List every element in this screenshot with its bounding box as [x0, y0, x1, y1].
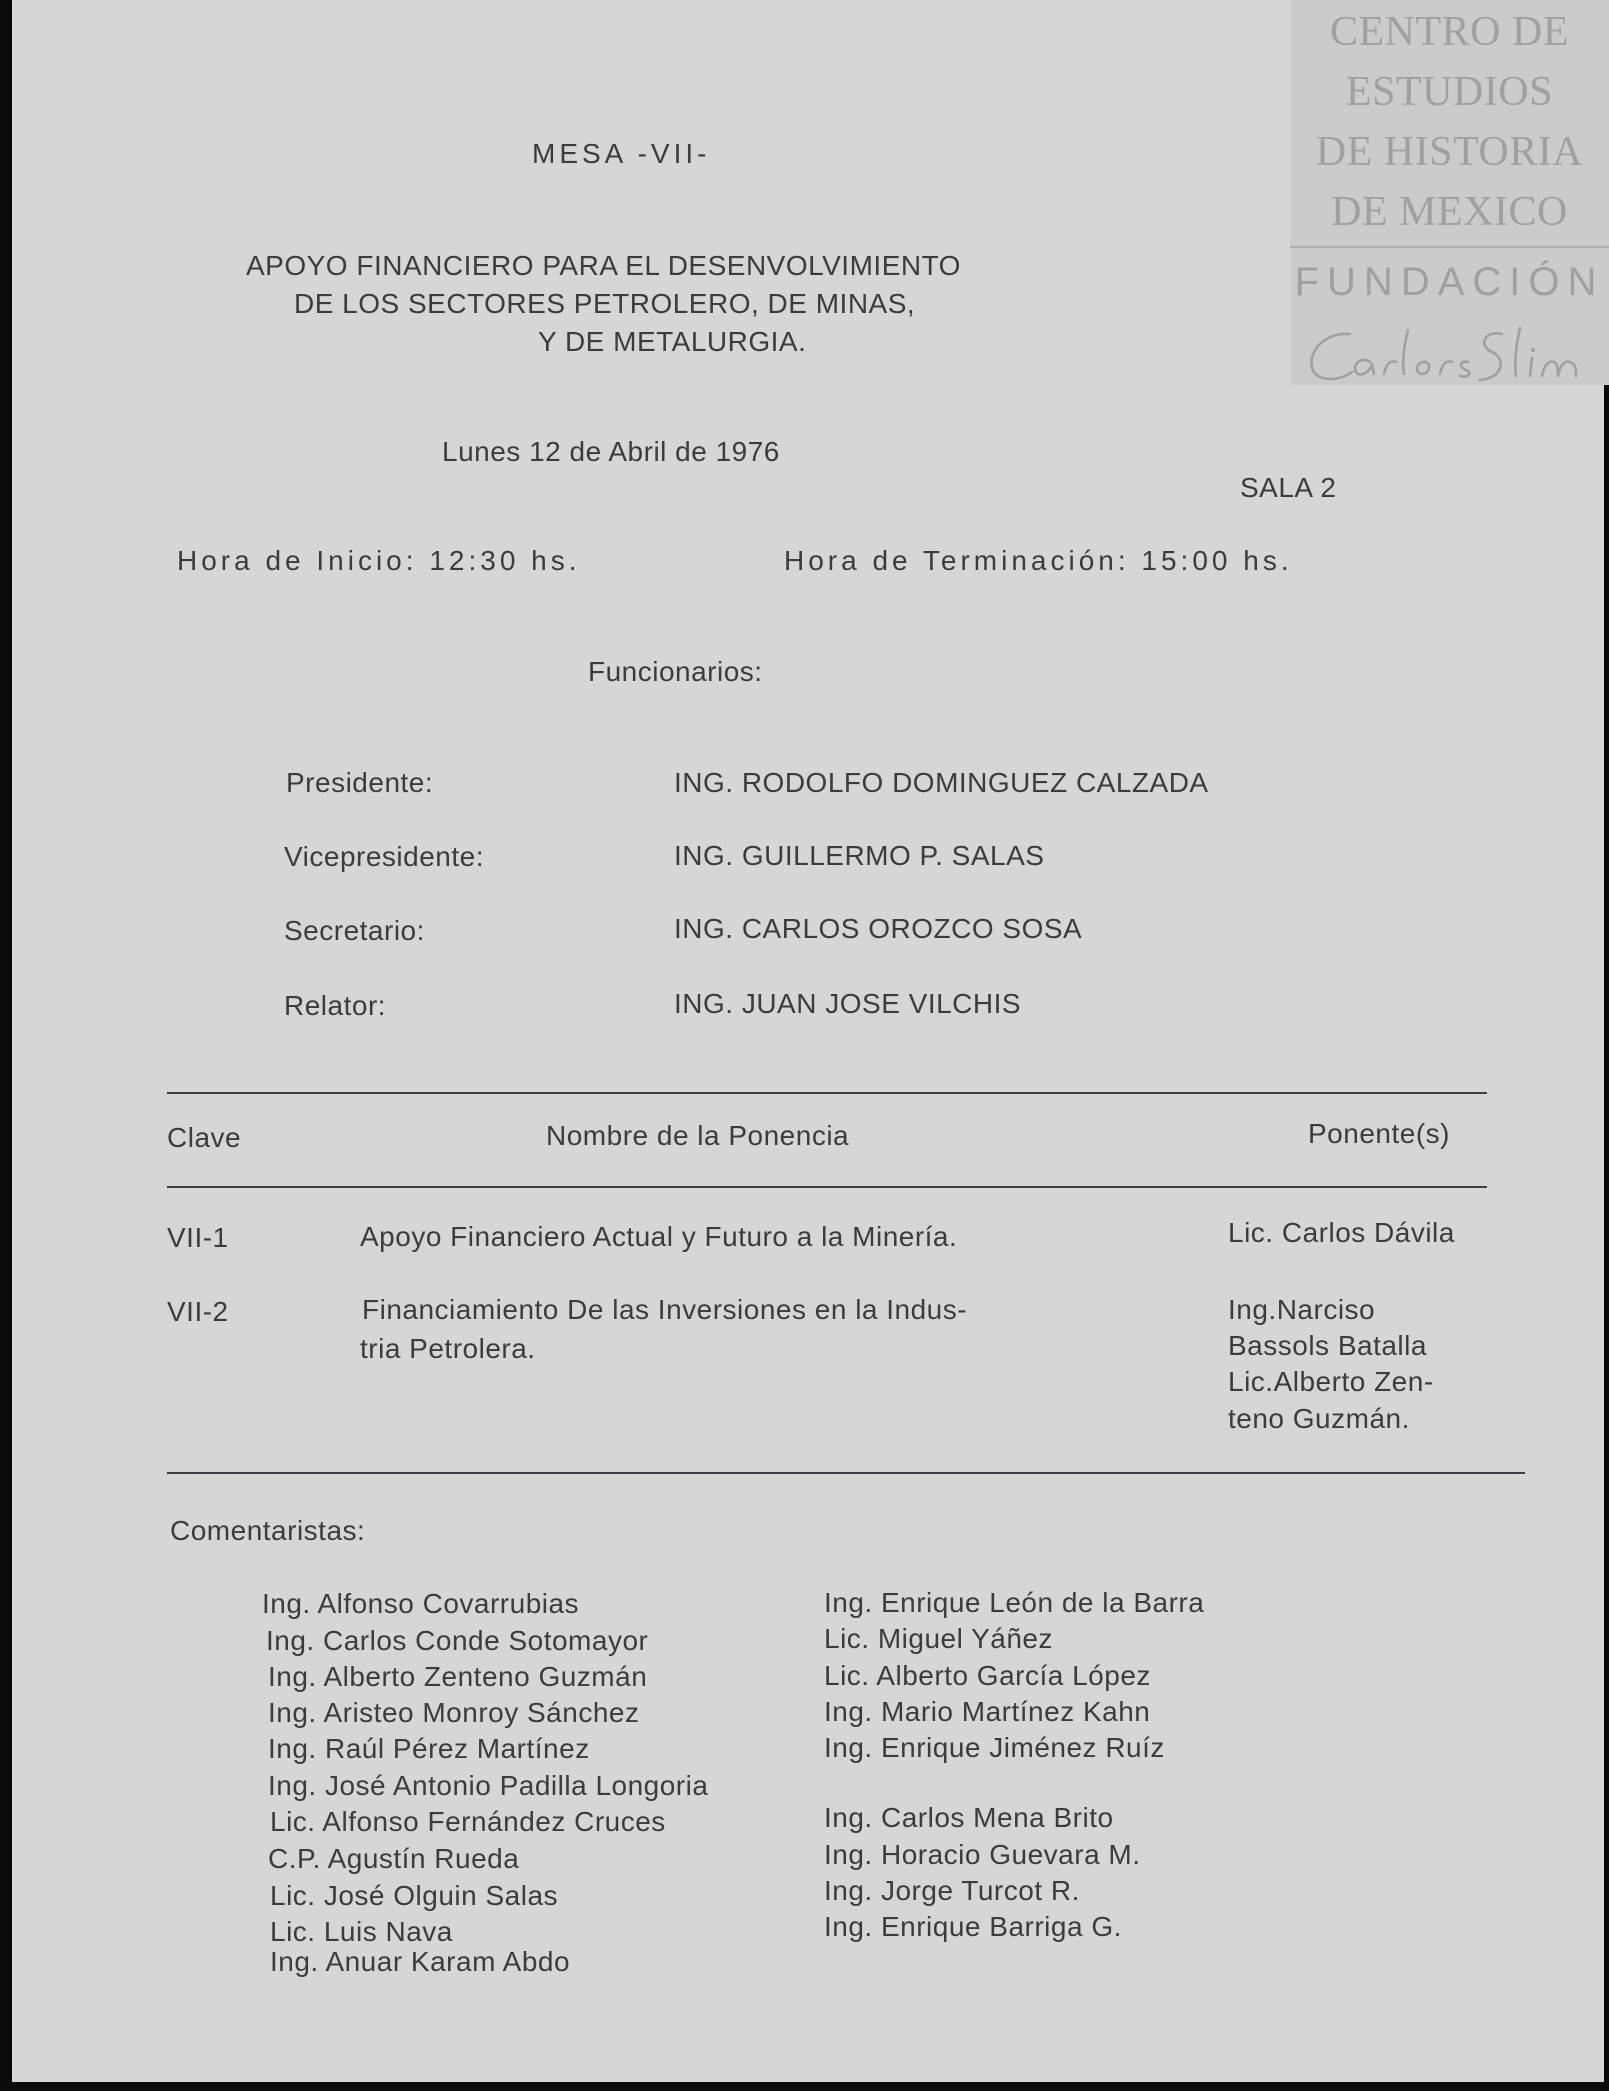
- commentator-right: Ing. Horacio Guevara M.: [824, 1839, 1141, 1870]
- commentator-left: C.P. Agustín Rueda: [268, 1843, 520, 1874]
- end-time: Hora de Terminación: 15:00 hs.: [784, 545, 1293, 576]
- commentator-left: Ing. Alberto Zenteno Guzmán: [268, 1661, 648, 1692]
- official-name: ING. JUAN JOSE VILCHIS: [674, 988, 1022, 1019]
- commentator-left: Ing. José Antonio Padilla Longoria: [268, 1770, 709, 1801]
- room-label: SALA 2: [1240, 472, 1337, 503]
- official-role: Vicepresidente:: [284, 841, 484, 872]
- watermark-foundation: FUNDACIÓN: [1294, 260, 1605, 304]
- commentator-left: Ing. Alfonso Covarrubias: [262, 1588, 580, 1619]
- mesa-heading: MESA -VII-: [532, 138, 711, 169]
- official-name: ING. GUILLERMO P. SALAS: [674, 840, 1045, 871]
- commentator-left: Ing. Aristeo Monroy Sánchez: [268, 1697, 640, 1728]
- watermark-line: ESTUDIOS: [1345, 69, 1553, 115]
- title-line-2: DE LOS SECTORES PETROLERO, DE MINAS,: [294, 288, 916, 319]
- commentator-right: Ing. Jorge Turcot R.: [824, 1875, 1080, 1906]
- start-time: Hora de Inicio: 12:30 hs.: [177, 545, 581, 576]
- row-title: Financiamiento De las Inversiones en la Indus-: [362, 1294, 968, 1325]
- row-title: tria Petrolera.: [360, 1333, 536, 1364]
- commentator-right: Ing. Enrique Barriga G.: [824, 1911, 1122, 1942]
- row-speaker: Bassols Batalla: [1228, 1330, 1427, 1361]
- row-speaker: Lic.Alberto Zen-: [1228, 1366, 1434, 1397]
- row-speaker: Ing.Narciso: [1228, 1294, 1376, 1325]
- row-speaker: teno Guzmán.: [1228, 1403, 1410, 1434]
- archive-watermark: [1290, 0, 1609, 385]
- watermark-line: CENTRO DE: [1330, 9, 1569, 55]
- column-header-key: Clave: [167, 1122, 242, 1153]
- commentators-heading: Comentaristas:: [170, 1515, 366, 1546]
- row-title: Apoyo Financiero Actual y Futuro a la Minería.: [360, 1221, 958, 1252]
- row-key: VII-1: [167, 1222, 229, 1253]
- commentator-left: Lic. Luis Nava: [270, 1916, 453, 1947]
- commentator-left: Lic. José Olguin Salas: [270, 1880, 559, 1911]
- table-top-rule: [167, 1092, 1487, 1094]
- commentator-right: Ing. Mario Martínez Kahn: [824, 1696, 1151, 1727]
- commentator-left: Ing. Carlos Conde Sotomayor: [266, 1625, 649, 1656]
- commentator-right: Lic. Miguel Yáñez: [824, 1623, 1053, 1654]
- watermark-divider: [1290, 246, 1609, 248]
- commentator-left: Lic. Alfonso Fernández Cruces: [270, 1806, 666, 1837]
- official-name: ING. RODOLFO DOMINGUEZ CALZADA: [674, 767, 1209, 798]
- title-line-3: Y DE METALURGIA.: [538, 326, 807, 357]
- official-role: Secretario:: [284, 915, 425, 946]
- commentator-right: Ing. Enrique León de la Barra: [824, 1587, 1205, 1618]
- official-name: ING. CARLOS OROZCO SOSA: [674, 913, 1083, 944]
- table-bottom-rule: [167, 1472, 1525, 1474]
- official-role: Presidente:: [286, 767, 434, 798]
- commentator-left: Ing. Anuar Karam Abdo: [270, 1946, 571, 1977]
- column-header-title: Nombre de la Ponencia: [546, 1120, 850, 1151]
- column-header-speaker: Ponente(s): [1308, 1118, 1450, 1149]
- commentator-left: Ing. Raúl Pérez Martínez: [268, 1733, 590, 1764]
- watermark-line: DE HISTORIA: [1315, 129, 1584, 175]
- commentator-right: Lic. Alberto García López: [824, 1660, 1151, 1691]
- title-line-1: APOYO FINANCIERO PARA EL DESENVOLVIMIENTO: [246, 250, 961, 281]
- carlos-slim-signature-icon: [1304, 322, 1594, 394]
- commentator-right: Ing. Carlos Mena Brito: [824, 1802, 1114, 1833]
- commentator-right: Ing. Enrique Jiménez Ruíz: [824, 1732, 1165, 1763]
- official-role: Relator:: [284, 990, 387, 1021]
- row-speaker: Lic. Carlos Dávila: [1228, 1217, 1455, 1248]
- row-key: VII-2: [167, 1296, 229, 1327]
- session-date: Lunes 12 de Abril de 1976: [442, 436, 780, 467]
- watermark-line: DE MEXICO: [1331, 189, 1568, 235]
- officials-heading: Funcionarios:: [588, 656, 763, 687]
- table-header-rule: [167, 1186, 1487, 1188]
